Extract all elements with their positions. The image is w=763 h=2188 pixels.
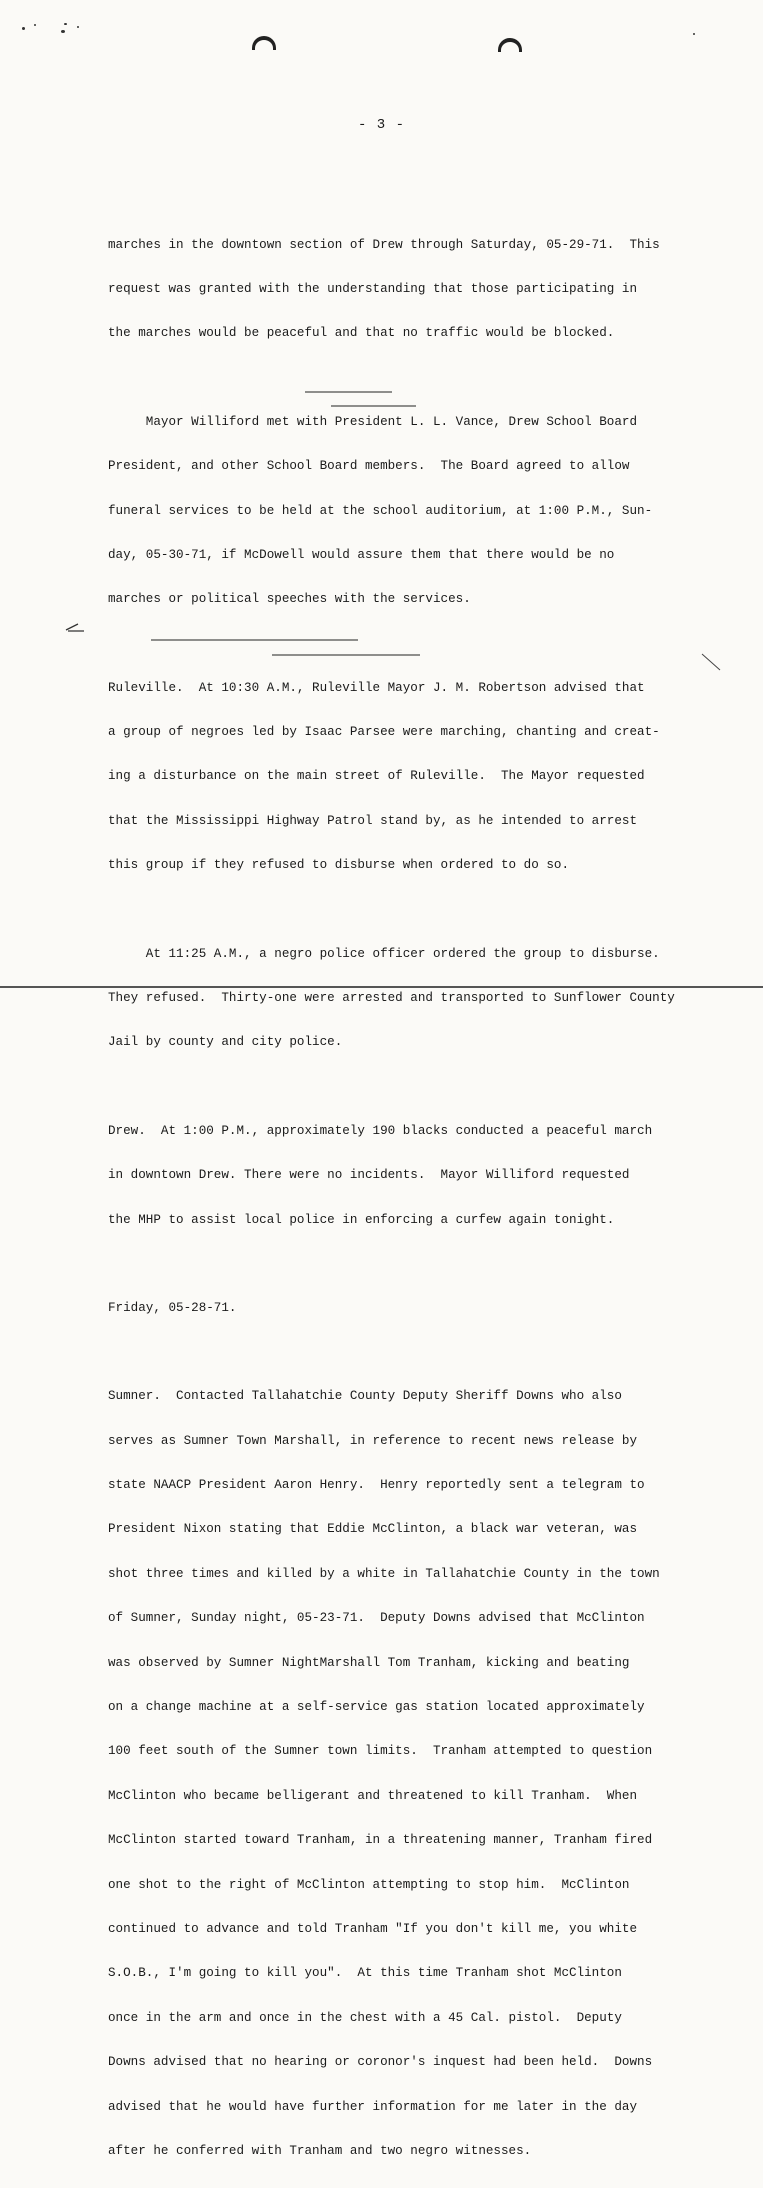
paragraph-drew-peaceful-march — [108, 1094, 708, 1257]
text-line: day, 05-30-71, if McDowell would assure them that there would be no — [108, 547, 615, 562]
scan-speck — [61, 30, 65, 33]
text-line: marches in the downtown section of Drew through Saturday, 05-29-71. This — [108, 237, 660, 252]
text-line: after he conferred with Tranham and two negro witnesses. — [108, 2143, 532, 2158]
paragraph-sumner — [108, 1360, 708, 2188]
text-line: McClinton started toward Tranham, in a threatening manner, Tranham fired — [108, 1833, 653, 1848]
text-line: McClinton who became belligerant and threatened to kill Tranham. When — [108, 1788, 638, 1803]
text-line: ing a disturbance on the main street of Ruleville. The Mayor requested — [108, 769, 645, 784]
text-line: President Nixon stating that Eddie McClinton, a black war veteran, was — [108, 1522, 638, 1537]
paragraph-school-board — [108, 385, 708, 637]
text-line: At 11:25 A.M., a negro police officer ordered the group to disburse. — [108, 946, 660, 961]
text-line: one shot to the right of McClinton attempting to stop him. McClinton — [108, 1877, 630, 1892]
text-line: this group if they refused to disburse when ordered to do so. — [108, 858, 570, 873]
text-line: the marches would be peaceful and that no traffic would be blocked. — [108, 326, 615, 341]
text-line: state NAACP President Aaron Henry. Henry reportedly sent a telegram to — [108, 1478, 645, 1493]
page-number: - 3 - — [358, 117, 406, 133]
paragraph-arrests — [108, 917, 708, 1080]
scan-speck — [77, 26, 79, 28]
text-line: the MHP to assist local police in enforcing a curfew again tonight. — [108, 1212, 615, 1227]
text-line: Ruleville. At 10:30 A.M., Ruleville Mayor J. M. Robertson advised that — [108, 680, 645, 695]
text-line: Jail by county and city police. — [108, 1035, 343, 1050]
text-line: shot three times and killed by a white in Tallahatchie County in the town — [108, 1566, 660, 1581]
text-line: Sumner. Contacted Tallahatchie County Deputy Sheriff Downs who also — [108, 1389, 622, 1404]
text-line: funeral services to be held at the school auditorium, at 1:00 P.M., Sun- — [108, 503, 653, 518]
scan-speck — [22, 27, 25, 30]
margin-arrow-mark — [64, 620, 86, 634]
text-line: once in the arm and once in the chest with a 45 Cal. pistol. Deputy — [108, 2010, 622, 2025]
text-line: marches or political speeches with the services. — [108, 592, 471, 607]
text-line: request was granted with the understanding that those participating in — [108, 281, 638, 296]
paragraph-ruleville — [108, 651, 708, 903]
text-line: a group of negroes led by Isaac Parsee were marching, chanting and creat- — [108, 725, 660, 740]
text-line: on a change machine at a self-service gas station located approximately — [108, 1700, 645, 1715]
text-line: advised that he would have further information for me later in the day — [108, 2099, 638, 2114]
text-line: President, and other School Board members. The Board agreed to allow — [108, 459, 630, 474]
page-bottom-edge — [0, 986, 763, 988]
text-line: S.O.B., I'm going to kill you". At this time Tranham shot McClinton — [108, 1966, 622, 1981]
text-line: Mayor Williford met with President L. L. Vance, Drew School Board — [108, 414, 638, 429]
punch-hole-mark — [498, 38, 522, 52]
punch-hole-mark — [252, 36, 276, 50]
text-line: in downtown Drew. There were no incidents. Mayor Williford requested — [108, 1168, 630, 1183]
text-line: serves as Sumner Town Marshall, in reference to recent news release by — [108, 1433, 638, 1448]
scan-speck — [64, 23, 67, 25]
document-body — [108, 208, 708, 2188]
date-heading — [108, 1271, 708, 1345]
paragraph-drew-marches — [108, 208, 708, 371]
text-line: was observed by Sumner NightMarshall Tom Tranham, kicking and beating — [108, 1655, 630, 1670]
text-line: of Sumner, Sunday night, 05-23-71. Deputy Downs advised that McClinton — [108, 1611, 645, 1626]
scan-speck — [34, 24, 36, 26]
text-line: continued to advance and told Tranham "If you don't kill me, you white — [108, 1922, 638, 1936]
text-line: They refused. Thirty-one were arrested and transported to Sunflower County — [108, 991, 675, 1006]
text-line: 100 feet south of the Sumner town limits. Tranham attempted to question — [108, 1744, 653, 1759]
margin-tick-mark — [700, 652, 722, 674]
text-line: Drew. At 1:00 P.M., approximately 190 blacks conducted a peaceful march — [108, 1123, 653, 1138]
text-line: that the Mississippi Highway Patrol stand by, as he intended to arrest — [108, 813, 638, 828]
text-line: Downs advised that no hearing or coronor's inquest had been held. Downs — [108, 2055, 653, 2070]
text-line: Friday, 05-28-71. — [108, 1300, 237, 1315]
scan-speck — [693, 33, 695, 35]
